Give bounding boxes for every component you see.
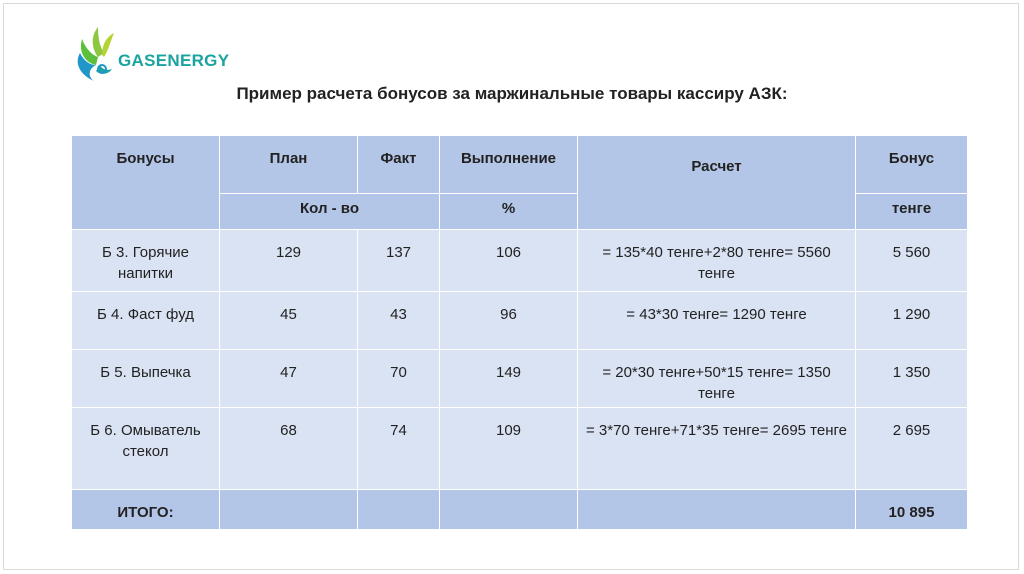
row-percent: 106	[440, 230, 578, 292]
header-bonus: Бонус	[856, 136, 968, 194]
row-calc: = 20*30 тенге+50*15 тенге= 1350 тенге	[578, 350, 856, 408]
row-fact: 70	[358, 350, 440, 408]
table-row	[72, 408, 968, 490]
row-calc: = 3*70 тенге+71*35 тенге= 2695 тенге	[578, 408, 856, 490]
row-name: Б 4. Фаст фуд	[72, 292, 220, 350]
row-plan: 129	[220, 230, 358, 292]
header-bonuses: Бонусы	[72, 136, 220, 230]
total-empty-cell	[440, 490, 578, 530]
total-value: 10 895	[856, 490, 968, 530]
row-calc: = 135*40 тенге+2*80 тенге= 5560 тенге	[578, 230, 856, 292]
row-bonus: 5 560	[856, 230, 968, 292]
row-plan: 45	[220, 292, 358, 350]
table-row	[72, 292, 968, 350]
row-fact: 74	[358, 408, 440, 490]
total-row	[72, 490, 968, 530]
row-bonus: 1 290	[856, 292, 968, 350]
header-calculation: Расчет	[578, 136, 856, 230]
row-fact: 137	[358, 230, 440, 292]
subheader-tenge: тенге	[856, 194, 968, 230]
row-plan: 47	[220, 350, 358, 408]
header-fact: Факт	[358, 136, 440, 194]
company-logo	[72, 24, 242, 84]
row-percent: 96	[440, 292, 578, 350]
header-row	[72, 136, 968, 194]
row-percent: 149	[440, 350, 578, 408]
logo-text: GASENERGY	[118, 51, 230, 70]
page-title: Пример расчета бонусов за маржинальные товары кассиру АЗК:	[236, 84, 788, 103]
total-label: ИТОГО:	[72, 490, 220, 530]
total-empty-cell	[358, 490, 440, 530]
header-completion: Выполнение	[440, 136, 578, 194]
row-name: Б 6. Омыватель стекол	[72, 408, 220, 490]
table-row	[72, 350, 968, 408]
row-name: Б 5. Выпечка	[72, 350, 220, 408]
row-name: Б 3. Горячие напитки	[72, 230, 220, 292]
subheader-qty: Кол - во	[220, 194, 440, 230]
row-bonus: 2 695	[856, 408, 968, 490]
row-fact: 43	[358, 292, 440, 350]
row-bonus: 1 350	[856, 350, 968, 408]
row-calc: = 43*30 тенге= 1290 тенге	[578, 292, 856, 350]
table-row	[72, 230, 968, 292]
bonus-table	[71, 135, 968, 530]
row-plan: 68	[220, 408, 358, 490]
logo-emblem-icon	[72, 25, 116, 83]
total-empty-cell	[220, 490, 358, 530]
total-empty-cell	[578, 490, 856, 530]
header-plan: План	[220, 136, 358, 194]
subheader-percent: %	[440, 194, 578, 230]
row-percent: 109	[440, 408, 578, 490]
